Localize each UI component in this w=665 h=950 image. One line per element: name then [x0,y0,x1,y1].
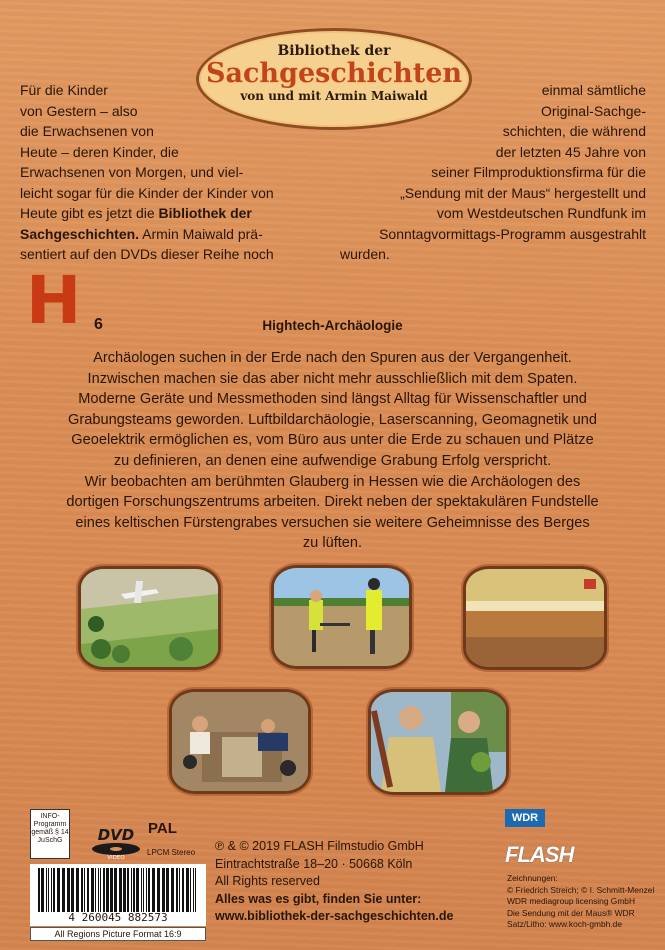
rights-line: All Rights reserved [215,874,320,888]
description-line: zu lüften. [302,535,363,552]
barcode-bar [84,868,85,912]
barcode-bar [38,868,40,912]
intro-line: Für die Kinder [20,82,108,98]
barcode-bar [162,868,165,912]
website-link[interactable]: www.bibliothek-der-sachgeschichten.de [215,909,454,923]
intro-line: sentiert auf den DVDs dieser Reihe noch [20,246,274,262]
screenshot-soil-layers [463,566,607,670]
barcode-bar [87,868,89,912]
barcode-bar [146,868,147,912]
description-line: dortigen Forschungszentrums arbeiten. Direkt neben der spektakulären Fundstelle [66,494,599,511]
barcode-bar [48,868,49,912]
dvd-video-logo [90,822,142,860]
barcode-bar [103,868,105,912]
barcode-bar [171,868,174,912]
age-rating-badge: INFO-Programm gemäß § 14 JuSchG [30,809,70,859]
intro-line: Heute gibt es jetzt die Bibliothek der [20,205,252,221]
barcode-bar [76,868,79,912]
barcode-bar [176,868,178,912]
intro-line: von Gestern – also [20,102,138,119]
address-line: Eintrachtstraße 18–20 · 50668 Köln [215,856,413,871]
description-line: Archäologen suchen in der Erde nach den Spuren aus der Vergangenheit. [93,350,572,366]
intro-line: Erwachsenen von Morgen, und viel- [20,164,244,180]
barcode-bar [141,868,142,912]
barcode [30,864,206,926]
screenshot-aerial-plane [78,566,221,670]
barcode-bar [95,868,96,912]
intro-left-column [20,80,325,265]
barcode-bar [143,868,144,912]
barcode-bar [67,868,70,912]
credits-block [507,873,654,931]
barcode-bar [182,868,184,912]
barcode-bar [81,868,83,912]
barcode-bar [136,868,139,912]
barcode-bar [114,868,117,912]
barcode-bar [53,868,55,912]
description-line: zu definieren, an denen eine aufwendige Grabung Erfolg verspricht. [113,452,552,469]
credits-line: © Friedrich Streich; © I. Schmitt-Menzel [507,884,655,895]
intro-line: Original-Sachge- [540,102,646,119]
episode-title: Hightech-Archäologie [262,318,403,333]
dvd-logo-text: DVD [97,826,135,844]
description-line: Inzwischen machen sie das aber nicht mehr ausschließlich mit dem Spaten. [87,370,578,387]
intro-line: Sachgeschichten. Armin Maiwald prä- [20,225,263,242]
intro-right-column [340,80,646,265]
intro-bold-text: Bibliothek der [158,205,252,221]
description-line: eines keltischen Fürstengrabes versuchen sie weitere Geheimnisse des Berges [75,514,590,531]
intro-line: wurden. [340,246,390,262]
copyright-block [215,838,505,926]
barcode-bar [46,868,47,912]
barcode-bar [131,868,132,912]
description-line: Moderne Geräte und Messmethoden sind längst Alltag für Wissenschaftler und [78,391,587,408]
description-line: Grabungsteams geworden. Luftbildarchäologie, Laserscanning, Geomagnetik und [68,411,597,428]
barcode-bar [51,868,52,912]
intro-line: der letzten 45 Jahre von [495,143,646,160]
barcode-bar [157,868,160,912]
barcode-bar [195,868,196,912]
intro-line: „Sendung mit der Maus“ hergestellt und [400,184,646,201]
wdr-logo: WDR [505,809,545,827]
screenshot-celtic-costume [368,689,509,795]
intro-line: leicht sogar für die Kinder der Kinder von [20,184,274,201]
intro-line: vom Westdeutschen Rundfunk im [436,205,646,221]
screenshot-excavation [169,689,311,794]
logo-line-1: Bibliothek der [277,43,391,59]
barcode-bar [166,868,169,912]
intro-line: die Erwachsenen von [20,123,154,139]
screenshot-field-team [271,565,412,669]
barcode-bar [148,868,150,912]
barcode-bar [193,868,194,912]
barcode-bar [152,868,155,912]
barcode-number: 4 260045 882573 [68,911,168,924]
logo-title: Sachgeschichten [206,58,462,89]
barcode-bar [123,868,126,912]
description-line: Geoelektrik ermöglichen es, vom Büro aus unter die Erde zu schauen und Plätze [71,432,594,449]
dvd-logo-subtext: VIDEO [107,855,125,860]
episode-description [20,348,645,554]
barcode-bar [133,868,135,912]
intro-line: Heute – deren Kinder, die [20,143,179,160]
description-line: Wir beobachten am berühmten Glauberg in Hessen wie die Archäologen des [84,473,581,490]
barcode-bar [71,868,74,912]
barcode-bar [119,868,122,912]
region-info: All Regions Picture Format 16:9 [30,927,206,941]
intro-line: schichten, die während [502,123,646,139]
credits-line: Satz/Litho: www.koch-gmbh.de [507,919,622,930]
logo-subtitle: von und mit Armin Maiwald [240,89,428,103]
web-intro: Alles was es gibt, finden Sie unter: [215,891,422,906]
barcode-bar [127,868,129,912]
intro-line: seiner Filmproduktionsfirma für die [431,164,646,180]
barcode-bar [190,868,191,912]
barcode-bar [100,868,101,912]
flash-logo: FLASH [505,842,574,867]
volume-letter: H [26,262,80,339]
barcode-bar [179,868,180,912]
barcode-bar [106,868,109,912]
barcode-bar [110,868,113,912]
barcode-bar [41,868,44,912]
intro-line: Sonntagvormittags-Programm ausgestrahlt [379,225,646,242]
credits-line: WDR mediagroup licensing GmbH [507,896,635,907]
volume-number: 6 [94,316,103,333]
barcode-bar [57,868,60,912]
barcode-bar [91,868,94,912]
barcode-bar [62,868,65,912]
credits-line: Zeichnungen: [507,873,558,883]
intro-line: einmal sämtliche [541,82,646,98]
barcode-bar [98,868,99,912]
audio-format: LPCM Stereo [147,848,196,857]
credits-line: Die Sendung mit der Maus® WDR [507,907,635,918]
video-format: PAL [148,820,177,837]
copyright-line: ℗ & © 2019 FLASH Filmstudio GmbH [215,839,424,853]
barcode-bar [186,868,189,912]
